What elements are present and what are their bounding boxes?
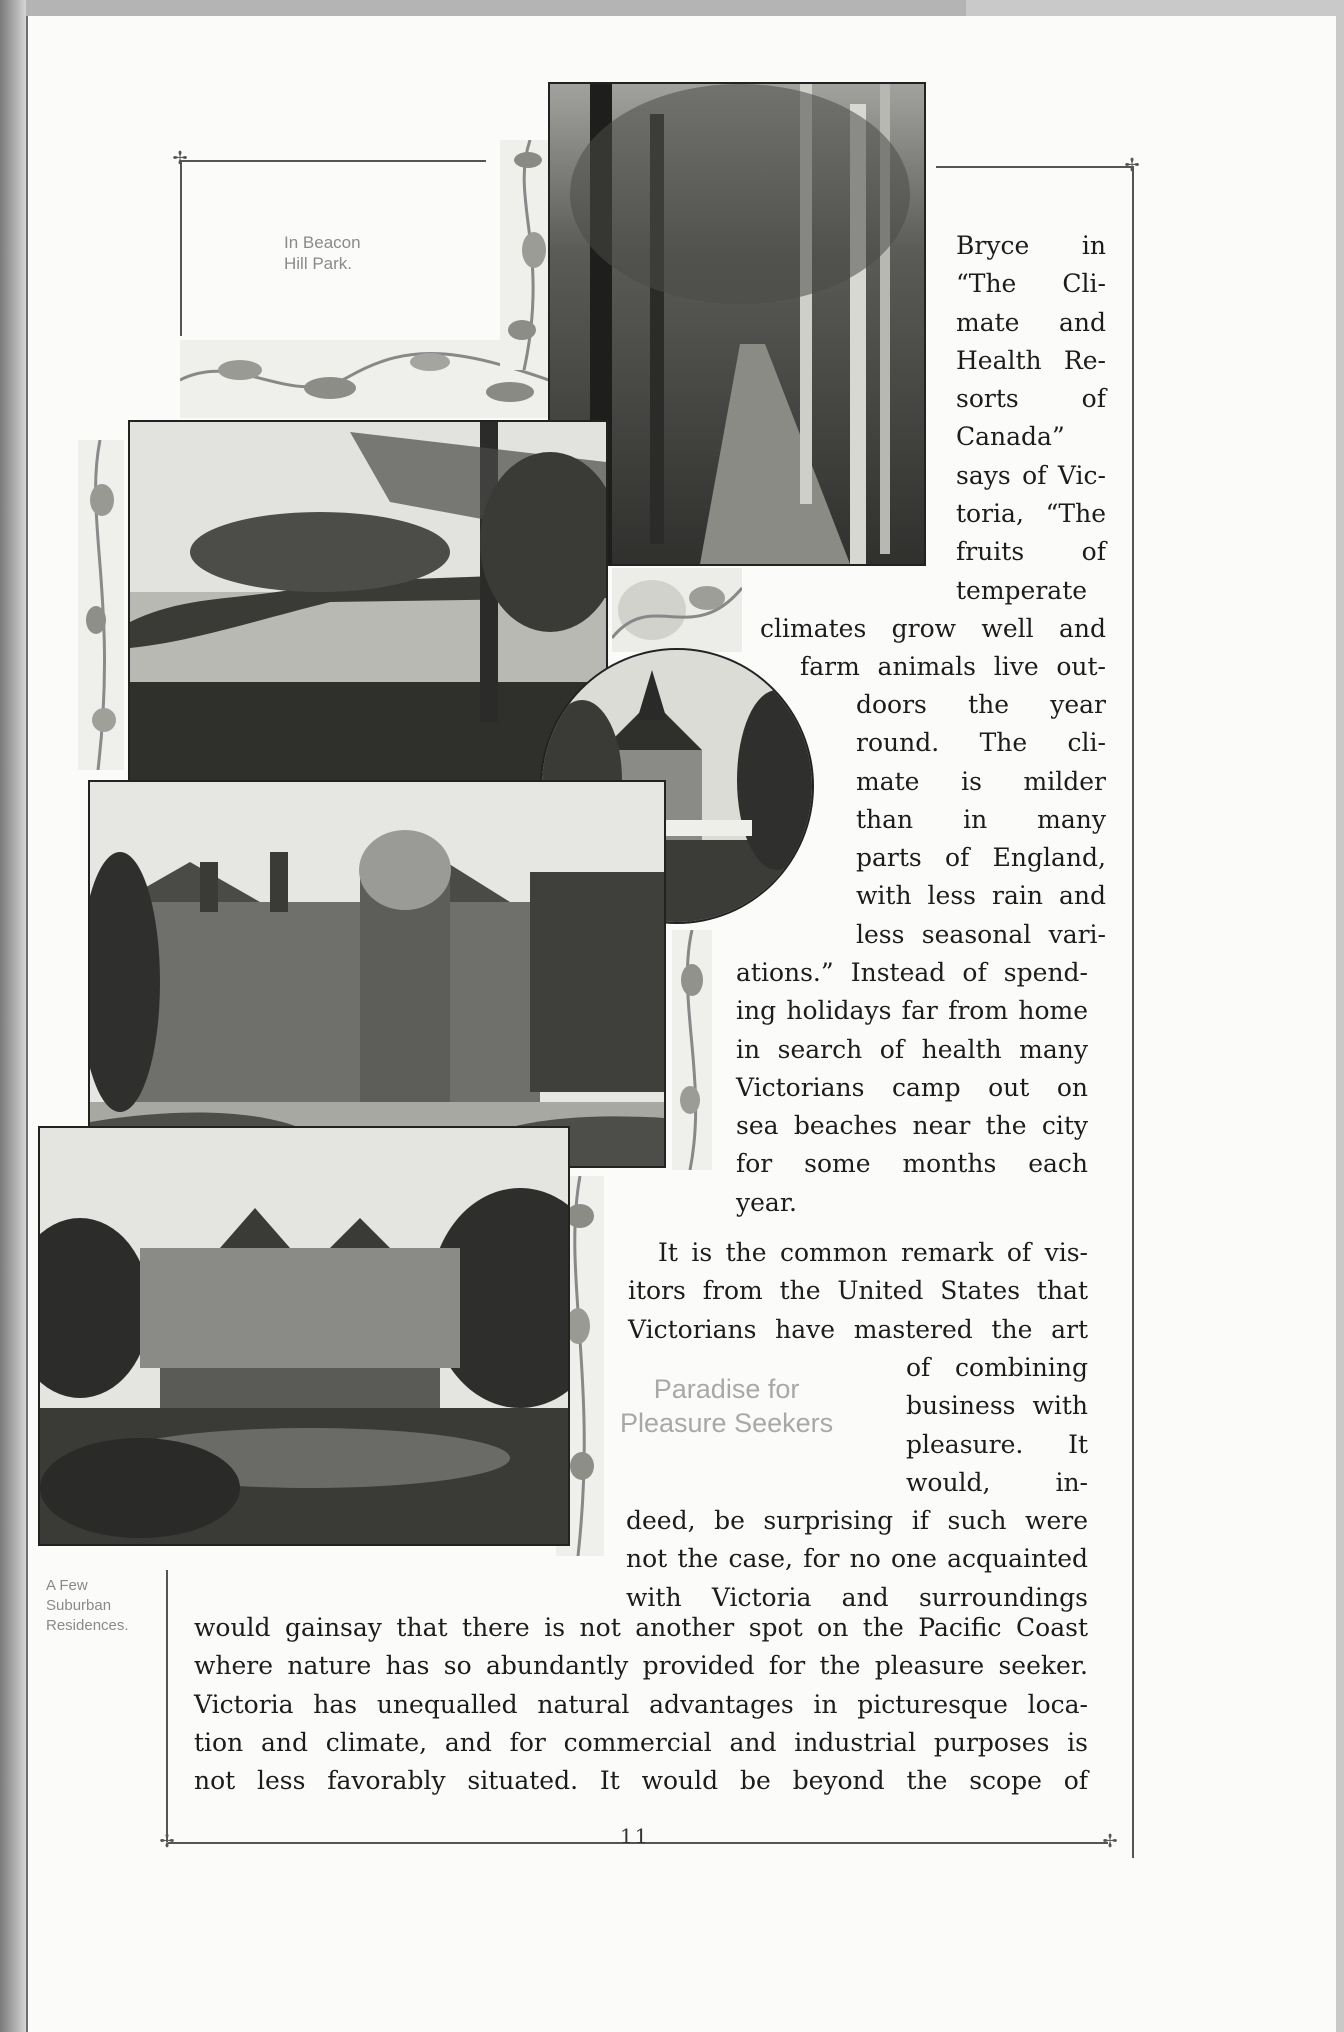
text-line: for some months each <box>736 1149 1088 1179</box>
corner-ornament-top-left: ✢ <box>172 148 188 169</box>
corner-ornament-bottom-left: ✢ <box>159 1831 175 1852</box>
text-line: business with <box>906 1391 1088 1421</box>
caption-line: A Few <box>46 1577 88 1594</box>
text-line: says of Vic- <box>956 460 1106 490</box>
text-line: than in many <box>856 804 1106 834</box>
text-line: ing holidays far from home <box>736 996 1088 1026</box>
paragraph-common-remark-cont <box>626 1502 1088 1617</box>
text-line: round. The cli- <box>856 728 1106 758</box>
text-line: toria, “The <box>956 499 1106 529</box>
paragraph-bryce-quote-cont <box>736 954 1088 1222</box>
side-heading-paradise <box>620 1372 833 1440</box>
frame-top-right-rule <box>936 166 1134 168</box>
text-line: Victoria has unequalled natural advantages in picturesque loca- <box>194 1689 1088 1719</box>
text-line: deed, be surprising if such were <box>626 1506 1088 1535</box>
text-line: with Victoria and surroundings <box>626 1582 1088 1612</box>
text-line: sea beaches near the city <box>736 1111 1088 1141</box>
frame-left-upper-rule <box>180 160 182 336</box>
text-line: Health Re- <box>956 345 1106 375</box>
frame-top-left-rule <box>180 160 486 162</box>
text-line: Victorians camp out on <box>736 1072 1088 1102</box>
paragraph-common-remark <box>628 1234 1088 1349</box>
side-heading-line: Paradise for <box>653 1374 800 1404</box>
paragraph-bryce-quote-cont <box>856 686 1106 954</box>
text-line: parts of England, <box>856 843 1106 873</box>
text-line: year. <box>736 1187 797 1217</box>
text-line: Canada” <box>956 422 1065 452</box>
text-line: farm animals live out- <box>800 652 1106 682</box>
paragraph-common-remark-cont <box>906 1349 1088 1502</box>
paragraph-bryce-quote-cont <box>760 610 1106 687</box>
text-line: sorts of <box>956 384 1106 414</box>
text-line: It is the common remark of vis- <box>658 1238 1088 1267</box>
text-line: not less favorably situated. It would be beyond the scope of <box>194 1766 1088 1796</box>
frame-left-lower-rule <box>166 1570 168 1842</box>
floral-border-ornament <box>672 930 712 1170</box>
book-binding-shadow <box>0 0 26 2032</box>
text-line: not the case, for no one acquainted <box>626 1544 1088 1574</box>
text-line: fruits of <box>956 537 1106 567</box>
floral-border-ornament <box>612 568 742 652</box>
corner-ornament-top-right: ✢ <box>1124 155 1140 176</box>
frame-right-rule <box>1132 166 1134 1858</box>
text-line: ations.” Instead of spend- <box>736 958 1088 987</box>
paragraph-bryce-quote <box>956 227 1106 610</box>
caption-line: In Beacon <box>284 233 361 252</box>
text-line: pleasure. It <box>906 1429 1088 1459</box>
paragraph-common-remark-cont <box>194 1609 1088 1800</box>
text-line: temperate <box>956 575 1088 605</box>
text-line: tion and climate, and for commercial and industrial purposes is <box>194 1727 1088 1757</box>
photo-stone-mansion <box>88 780 666 1168</box>
text-line: mate is milder <box>856 766 1106 796</box>
text-line: doors the year <box>856 690 1106 719</box>
text-line: in search of health many <box>736 1034 1088 1064</box>
text-line: itors from the United States that <box>628 1276 1088 1306</box>
caption-suburban-residences <box>46 1576 129 1636</box>
side-heading-line: Pleasure Seekers <box>620 1408 834 1438</box>
text-line: would gainsay that there is not another spot on the Pacific Coast <box>194 1613 1088 1642</box>
text-line: climates grow well and <box>760 614 1106 643</box>
text-line: “The Cli- <box>956 269 1106 299</box>
text-line: where nature has so abundantly provided for the pleasure seeker. <box>194 1651 1088 1681</box>
caption-line: Hill Park. <box>284 254 353 273</box>
text-line: of combining <box>906 1353 1088 1382</box>
corner-ornament-bottom-right: ✢ <box>1102 1831 1118 1852</box>
caption-line: Suburban <box>46 1597 112 1614</box>
text-line: mate and <box>956 307 1106 337</box>
text-line: Victorians have mastered the art <box>628 1314 1088 1344</box>
caption-beacon-hill-park <box>284 232 361 274</box>
text-line: would, in- <box>906 1467 1088 1497</box>
facing-page-strip <box>26 0 966 16</box>
floral-border-ornament <box>78 440 124 770</box>
photo-lake <box>128 420 608 782</box>
caption-line: Residences. <box>46 1617 129 1634</box>
text-line: less seasonal vari- <box>856 919 1106 949</box>
page-number: 11 <box>620 1824 650 1848</box>
photo-large-residence <box>38 1126 570 1546</box>
text-line: Bryce in <box>956 231 1106 260</box>
text-line: with less rain and <box>856 881 1106 911</box>
